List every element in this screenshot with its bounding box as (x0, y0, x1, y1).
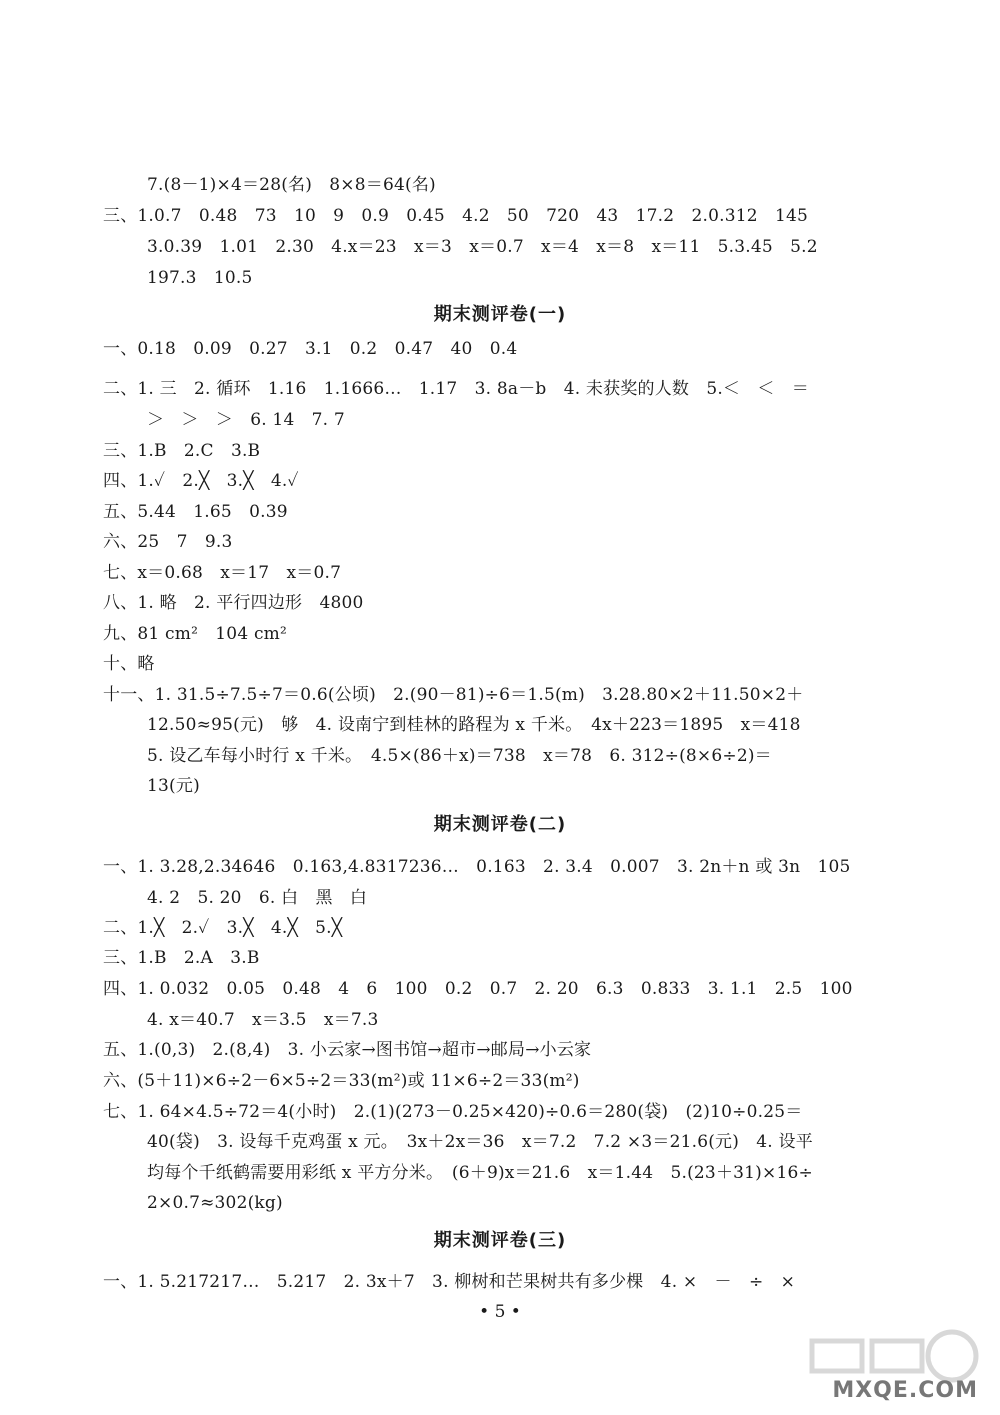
answer-line: 十一、1. 31.5÷7.5÷7＝0.6(公顷) 2.(90－81)÷6＝1.5(m) 3.28.80×2＋11.50×2＋ (103, 685, 804, 705)
answer-line: 一、0.18 0.09 0.27 3.1 0.2 0.47 40 0.4 (103, 339, 518, 359)
answer-line: 7.(8－1)×4＝28(名) 8×8＝64(名) (147, 175, 436, 195)
section-title: 期末测评卷(一) (433, 304, 567, 325)
watermark-text: MXQE.COM (832, 1378, 978, 1403)
answer-line: 六、25 7 9.3 (103, 532, 233, 552)
answer-line: 2×0.7≈302(kg) (147, 1193, 283, 1213)
answer-line: 二、1. 三 2. 循环 1.16 1.1666… 1.17 3. 8a－b 4. 未获奖的人数 5.＜ ＜ ＝ (103, 379, 809, 399)
answer-line: 40(袋) 3. 设每千克鸡蛋 x 元。 3x＋2x＝36 x＝7.2 7.2 ×3＝21.6(元) 4. 设平 (147, 1132, 813, 1152)
answer-line: 一、1. 3.28,2.34646 0.163,4.8317236… 0.163 2. 3.4 0.007 3. 2n＋n 或 3n 105 (103, 857, 851, 877)
answer-line: 三、1.B 2.C 3.B (103, 441, 261, 461)
answer-line: 4. x＝40.7 x＝3.5 x＝7.3 (147, 1010, 379, 1030)
answer-line: 四、1. 0.032 0.05 0.48 4 6 100 0.2 0.7 2. 20 6.3 0.833 3. 1.1 2.5 100 (103, 979, 853, 999)
answer-line: 九、81 cm² 104 cm² (103, 624, 287, 644)
answer-line: 4. 2 5. 20 6. 白 黑 白 (147, 888, 368, 908)
answer-line: 5. 设乙车每小时行 x 千米。 4.5×(86＋x)＝738 x＝78 6. 312÷(8×6÷2)＝ (147, 746, 772, 766)
answer-line: ＞ ＞ ＞ 6. 14 7. 7 (147, 410, 345, 430)
answer-line: 一、1. 5.217217… 5.217 2. 3x＋7 3. 柳树和芒果树共有多少棵 4. × － ÷ × (103, 1272, 796, 1292)
section-title: 期末测评卷(三) (433, 1230, 567, 1251)
answer-line: 三、1.0.7 0.48 73 10 9 0.9 0.45 4.2 50 720 43 17.2 2.0.312 145 (103, 206, 809, 226)
answer-line: 均每个千纸鹤需要用彩纸 x 平方分米。 (6＋9)x＝21.6 x＝1.44 5.(23＋31)×16÷ (147, 1163, 813, 1183)
section-title: 期末测评卷(二) (433, 814, 567, 835)
page-number: • 5 • (479, 1302, 521, 1322)
answer-line: 六、(5＋11)×6÷2－6×5÷2＝33(m²)或 11×6÷2＝33(m²) (103, 1071, 580, 1091)
answer-line: 197.3 10.5 (147, 268, 253, 288)
answer-line: 12.50≈95(元) 够 4. 设南宁到桂林的路程为 x 千米。 4x＋223＝1895 x＝418 (147, 715, 801, 735)
answer-line: 3.0.39 1.01 2.30 4.x＝23 x＝3 x＝0.7 x＝4 x＝8 x＝11 5.3.45 5.2 (147, 237, 818, 257)
answer-line: 五、5.44 1.65 0.39 (103, 502, 288, 522)
answer-line: 三、1.B 2.A 3.B (103, 948, 260, 968)
answer-line: 十、略 (103, 654, 155, 674)
answer-line: 七、x＝0.68 x＝17 x＝0.7 (103, 563, 342, 583)
answer-line: 七、1. 64×4.5÷72＝4(小时) 2.(1)(273－0.25×420)÷0.6＝280(袋) (2)10÷0.25＝ (103, 1102, 803, 1122)
answer-line: 五、1.(0,3) 2.(8,4) 3. 小云家→图书馆→超市→邮局→小云家 (103, 1040, 592, 1060)
answer-line: 四、1.✓ 2.╳ 3.╳ 4.✓ (103, 471, 299, 491)
answer-line: 八、1. 略 2. 平行四边形 4800 (103, 593, 364, 613)
answer-line: 二、1.╳ 2.✓ 3.╳ 4.╳ 5.╳ (103, 918, 343, 938)
answer-line: 13(元) (147, 776, 200, 796)
